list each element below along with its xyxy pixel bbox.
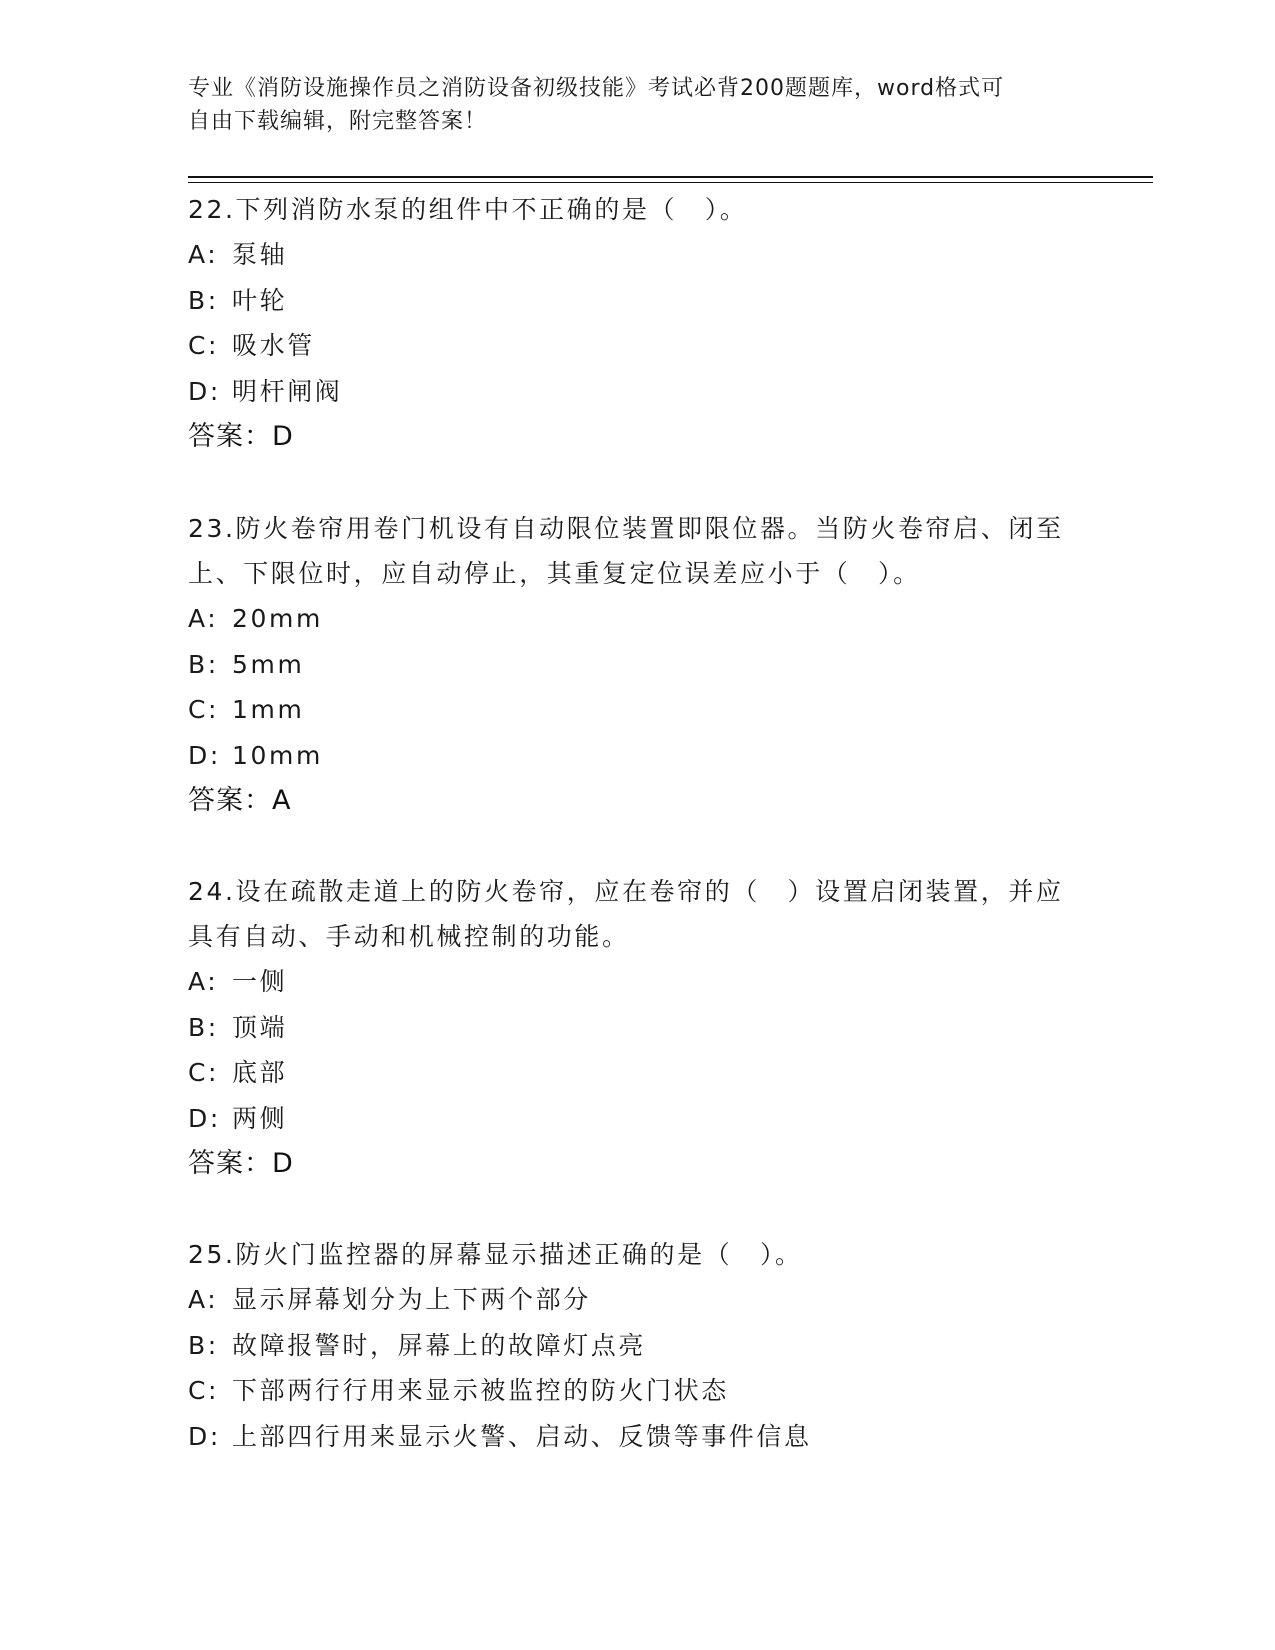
option-c: C: 1mm <box>188 695 305 724</box>
header-line-2: 自由下载编辑，附完整答案！ <box>188 109 488 134</box>
question-stem: 23.防火卷帘用卷门机设有自动限位装置即限位器。当防火卷帘启、闭至上、下限位时，应自动停止，其重复定位误差应小于（ ）。 <box>188 514 1064 588</box>
answer-line: 答案：D <box>188 1148 294 1179</box>
question-stem: 22.下列消防水泵的组件中不正确的是（ ）。 <box>188 195 748 224</box>
question-block <box>188 1232 1088 1459</box>
option-d: D: 10mm <box>188 740 323 770</box>
question-stem: 25.防火门监控器的屏幕显示描述正确的是（ ）。 <box>188 1240 803 1269</box>
option-a: A: 一侧 <box>188 967 288 996</box>
question-block <box>188 869 1088 1187</box>
header-line-1: 专业《消防设施操作员之消防设备初级技能》考试必背200题题库，word格式可 <box>188 76 1005 101</box>
question-stem: 24.设在疏散走道上的防火卷帘，应在卷帘的（ ）设置启闭装置，并应具有自动、手动和机械控制的功能。 <box>188 877 1064 951</box>
option-b: B: 故障报警时，屏幕上的故障灯点亮 <box>188 1330 647 1360</box>
document-header <box>188 72 1068 138</box>
option-b: B: 5mm <box>188 649 305 679</box>
option-c: C: 吸水管 <box>188 331 315 360</box>
header-divider-thin <box>188 182 1153 183</box>
option-d: D: 上部四行用来显示火警、启动、反馈等事件信息 <box>188 1421 812 1451</box>
option-c: C: 底部 <box>188 1058 288 1087</box>
option-c: C: 下部两行行用来显示被监控的防火门状态 <box>188 1376 729 1405</box>
option-a: A: 显示屏幕划分为上下两个部分 <box>188 1285 591 1314</box>
question-block <box>188 187 1088 460</box>
header-divider-thick <box>188 176 1153 178</box>
option-d: D: 明杆闸阀 <box>188 376 343 406</box>
option-b: B: 叶轮 <box>188 285 288 315</box>
answer-line: 答案：D <box>188 421 294 452</box>
answer-line: 答案：A <box>188 785 292 816</box>
question-block <box>188 506 1088 824</box>
option-a: A: 20mm <box>188 604 323 633</box>
option-d: D: 两侧 <box>188 1103 288 1133</box>
option-b: B: 顶端 <box>188 1012 288 1042</box>
option-a: A: 泵轴 <box>188 240 288 269</box>
